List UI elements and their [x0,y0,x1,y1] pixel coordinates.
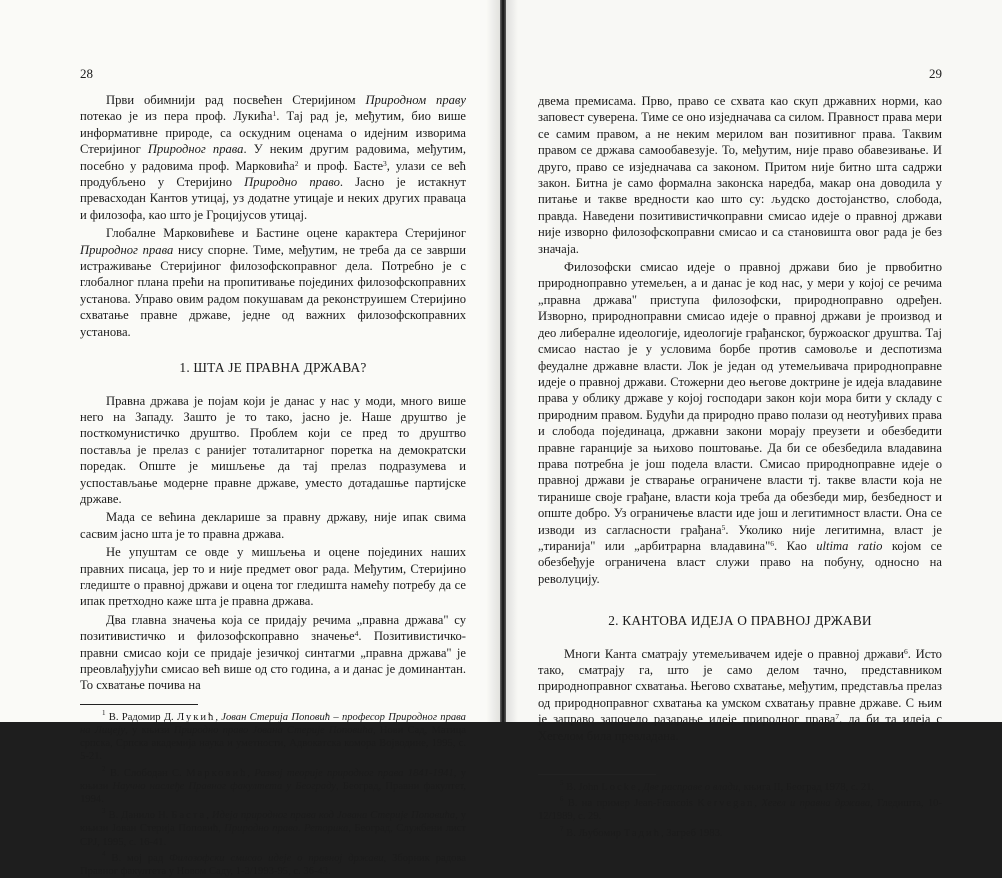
left-page [0,0,500,878]
footnote-ref[interactable]: 6 [770,538,774,548]
paragraph: Мада се већина декларише за правну државу, није ипак свима сасвим јасно шта је то правна држава. [80,510,466,541]
section-heading: 2. КАНТОВА ИДЕЈА О ПРАВНОЈ ДРЖАВИ [608,613,872,629]
footnote-ref[interactable]: 1 [272,109,277,119]
footnote-ref[interactable]: 7 [835,712,840,722]
paragraph: двема премисама. Прво, право се схвата као скуп државних норми, као заповест суверена. Тиме се оно изједначава са силом. Правност права мери се самим правом, а не неким мерилом ван позитивног права. Таквим правом се држава самообавезује. То, међутим, није право обавезивање. И друго, право се изједначава са законом. Притом није битно шта садржи закон. Битна је само формална законска наредба, макар она доводила у питање и такве вредности као што су: људско достојанство, слобода, правда. Наведени позитивистичкоправни смисао идеје о правној држави није изворно филозофскоправни смисао и са становишта овог рада је без значаја. [538,94,942,256]
footnote: $^3$ В. Данило Н. Баста, Идеја природног права код Јована Стерије Поповића, у књизи Јован Стерија Поповић, Природно право. Реторика, Београд, Службени лист СРЈ, 1995, с. 16-41. [80,807,467,848]
footnote: $^6$ В. на пример Jean-Francois Kervegan, Хегел и правна држава, Гледишта, 10-12/1989, с. 29. [538,795,942,823]
left-page-body [80,92,466,878]
paragraph: Два главна значења која се придају речима „правна држава" су позитивистичко и филозофскоправно значење$^4$. Позитивистичко-правни смисао који се придаје језичкој синтагми „правна држава" је преовлађујући смисао већ више од сто година, а и данас је доминантан. То схватање почива на [80,612,466,693]
footnote: $^5$ В. John Locke, Две расправе о влади, књига II, Београд 1978, с. 21. [560,779,875,794]
paragraph: Глобалне Марковићеве и Бастине оцене карактера Стеријиног Природног права нису спорне. Тиме, међутим, не треба да се заврши истраживање Стеријиног филозофскоправног дела. Потребно је с глобалног плана прећи на пропитивање појединих филозофскоправних установа. Управо овим радом покушавам да реконструишем Стеријино схватање правне државе, једне од важних филозофскоправних установа. [80,226,466,339]
binding-shadow [506,0,518,722]
paragraph: Правна држава је појам који је данас у нас у моди, много више него на Западу. Зашто је то тако, јасно је. Наше друштво је посткомунистичко друштво. Проблем који се пред то друштво поставља је прелаз с ранијег тоталитарног поретка на демократски поредак. Опште је мишљење да тај прелаз подразумева и успостављање модерне правне државе, уместо дотадашње партијске државе. [80,393,466,506]
page-number: 28 [80,66,93,81]
binding-shadow [486,0,500,722]
footnote-separator [80,704,198,705]
footnote-ref[interactable]: 6 [903,646,908,656]
section-heading: 1. ШТА ЈЕ ПРАВНА ДРЖАВА? [179,360,367,376]
paragraph: Многи Канта сматрају утемељивачем идеје о правној држави$^6$. Исто тако, сматрају га, што је само делом тачно, представником природноправног схватања. Његово схватање, међутим, представља прелаз од природноправног схватања ка умском схватању правне државе. С њим је заправо започело разарање идеје природног права$^7$, да би та идеја с Хегелом била превладана. [538,646,943,743]
right-page-body [538,93,942,840]
footnote-ref[interactable]: 2 [294,158,299,168]
paragraph: Први обимнији рад посвећен Стеријином Природном праву потекао је из пера проф. Лукића$^1$. Тај рад је, међутим, био више информативне природе, са оскудним оценама о идејним изворима Стеријиног Природног права. У неким другим радовима, међутим, посебно у радовима проф. Марковића$^2$ и проф. Басте$^3$, улази се већ продубљено у Стеријино Природно право. Јасно је истакнут превасходан Кантов утицај, уз додатне утицаје и неких других праваца и филозофа, као што је Гроцијусов утицај. [80,93,466,222]
footnote: $^7$ В. Љубомир Тадић, Загреб 1983. [560,824,723,839]
footnote: $^4$ В. мој рад Филозофски смисао идеје о правној држави, Зборник радова Правног факултета у Новом Саду, 1-3/1993-95, с. 36-43. [80,849,466,878]
footnote-ref[interactable]: 3 [383,158,387,168]
paragraph: Филозофски смисао идеје о правној држави био је првобитно природноправно утемељен, а и данас је код нас, у мери у којој се речима „правна држава" приступа филозофски, природноправно одређен. Изворно, природноправни смисао идеје о правној држави је производ и део либералне идеологије, идеологије грађанског, буржоаског друштва. Тај смисао настао је у условима борбе против самовоље и деспотизма феудалне државне власти. Лок је један од утемељивача природноправне идеје о правној држави. Стожерни део његове доктрине је идеја владавине права у облику државе у којој господари закон који мора бити у складу с природним правом. Будући да природно право полази од неотуђивих права и слобода појединаца, државни закони морају преузети и обезбедити правне гаранције за њихово поштовање. Да би се обезбедила владавина права потребна је још подела власти. Смисао природноправне идеје о правној држави је стварање ограничене власти тј. такве власти која не тиранише своје грађане, власти која треба да обезбеди мир, безбедност и опште добро. Уз ограничење власти иде још и легитимност власти. Она се изводи из сагласности грађана$^5$. Уколико није легитимна, власт је „тиранија" или „арбитрарна владавина"$^6$. Као ultima ratio којом се обезбеђује ограничена власт служи право на побуну, односно на револуцију. [538,260,943,586]
footnote: $^1$ В. Радомир Д. Лукић, Јован Стерија Поповић – професор Природног права на Лицеју, у књизи Природно право Јована Стерије Поповића, Нови Сад, Матица српска, Српска академија наука и уметности, Адвокатска комора Војводине, 1995, с. 5-21. [80,708,466,763]
footnote: $^2$ В. Слободан С. Марковић, Развој теорије природног права 1841-1941, у књизи Научно наслеђе Правног факултета у Београду, Београд, Правни факултет, 1994. [80,764,467,806]
right-page [506,0,1002,839]
page-number: 29 [929,66,942,81]
paragraph: Не упуштам се овде у мишљења и оцене појединих наших правних писаца, јер то и није предмет овог рада. Међутим, Стеријино гледиште о правној држави и оцена тог гледишта намећу потребу да се ипак претходно каже шта је правна држава. [80,545,466,609]
footnote-ref[interactable]: 5 [721,522,726,532]
footnote-separator [538,774,656,775]
footnote-ref[interactable]: 4 [354,629,359,639]
